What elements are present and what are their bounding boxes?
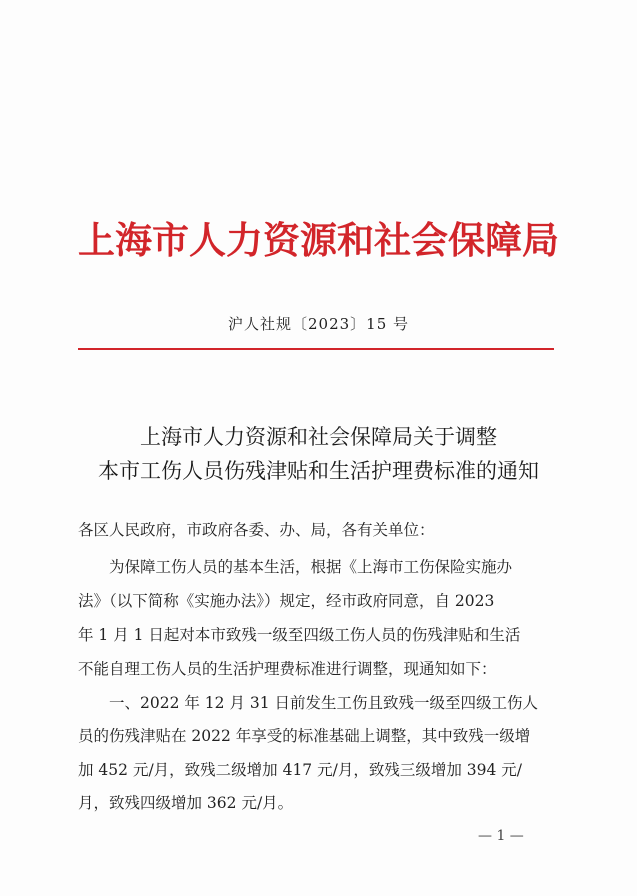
body-line: 年 1 月 1 日起对本市致残一级至四级工伤人员的伤残津贴和生活 — [78, 626, 521, 644]
body-line: 员的伤残津贴在 2022 年享受的标准基础上调整，其中致残一级增 — [78, 727, 531, 745]
body-line: 法》（以下简称《实施办法》）规定，经市政府同意，自 2023 — [78, 592, 495, 610]
issuer-header: 上海市人力资源和社会保障局 — [78, 218, 559, 262]
document-title-line-1: 上海市人力资源和社会保障局关于调整 — [140, 425, 497, 449]
body-line: 为保障工伤人员的基本生活，根据《上海市工伤保险实施办 — [78, 558, 513, 576]
body-line: 加 452 元/月，致残二级增加 417 元/月，致残三级增加 394 元/ — [78, 761, 522, 779]
page-number: — 1 — — [478, 828, 524, 844]
document-number: 沪人社规〔2023〕15 号 — [227, 315, 410, 333]
body-line-recipients: 各区人民政府，市政府各委、办、局，各有关单位： — [78, 521, 435, 539]
body-line: 月，致残四级增加 362 元/月。 — [78, 794, 294, 812]
document-title-line-2: 本市工伤人员伤残津贴和生活护理费标准的通知 — [98, 459, 539, 483]
body-line: 不能自理工伤人员的生活护理费标准进行调整，现通知如下： — [78, 660, 497, 678]
body-line: 一、2022 年 12 月 31 日前发生工伤且致残一级至四级工伤人 — [78, 694, 539, 712]
red-divider-line — [78, 348, 554, 350]
